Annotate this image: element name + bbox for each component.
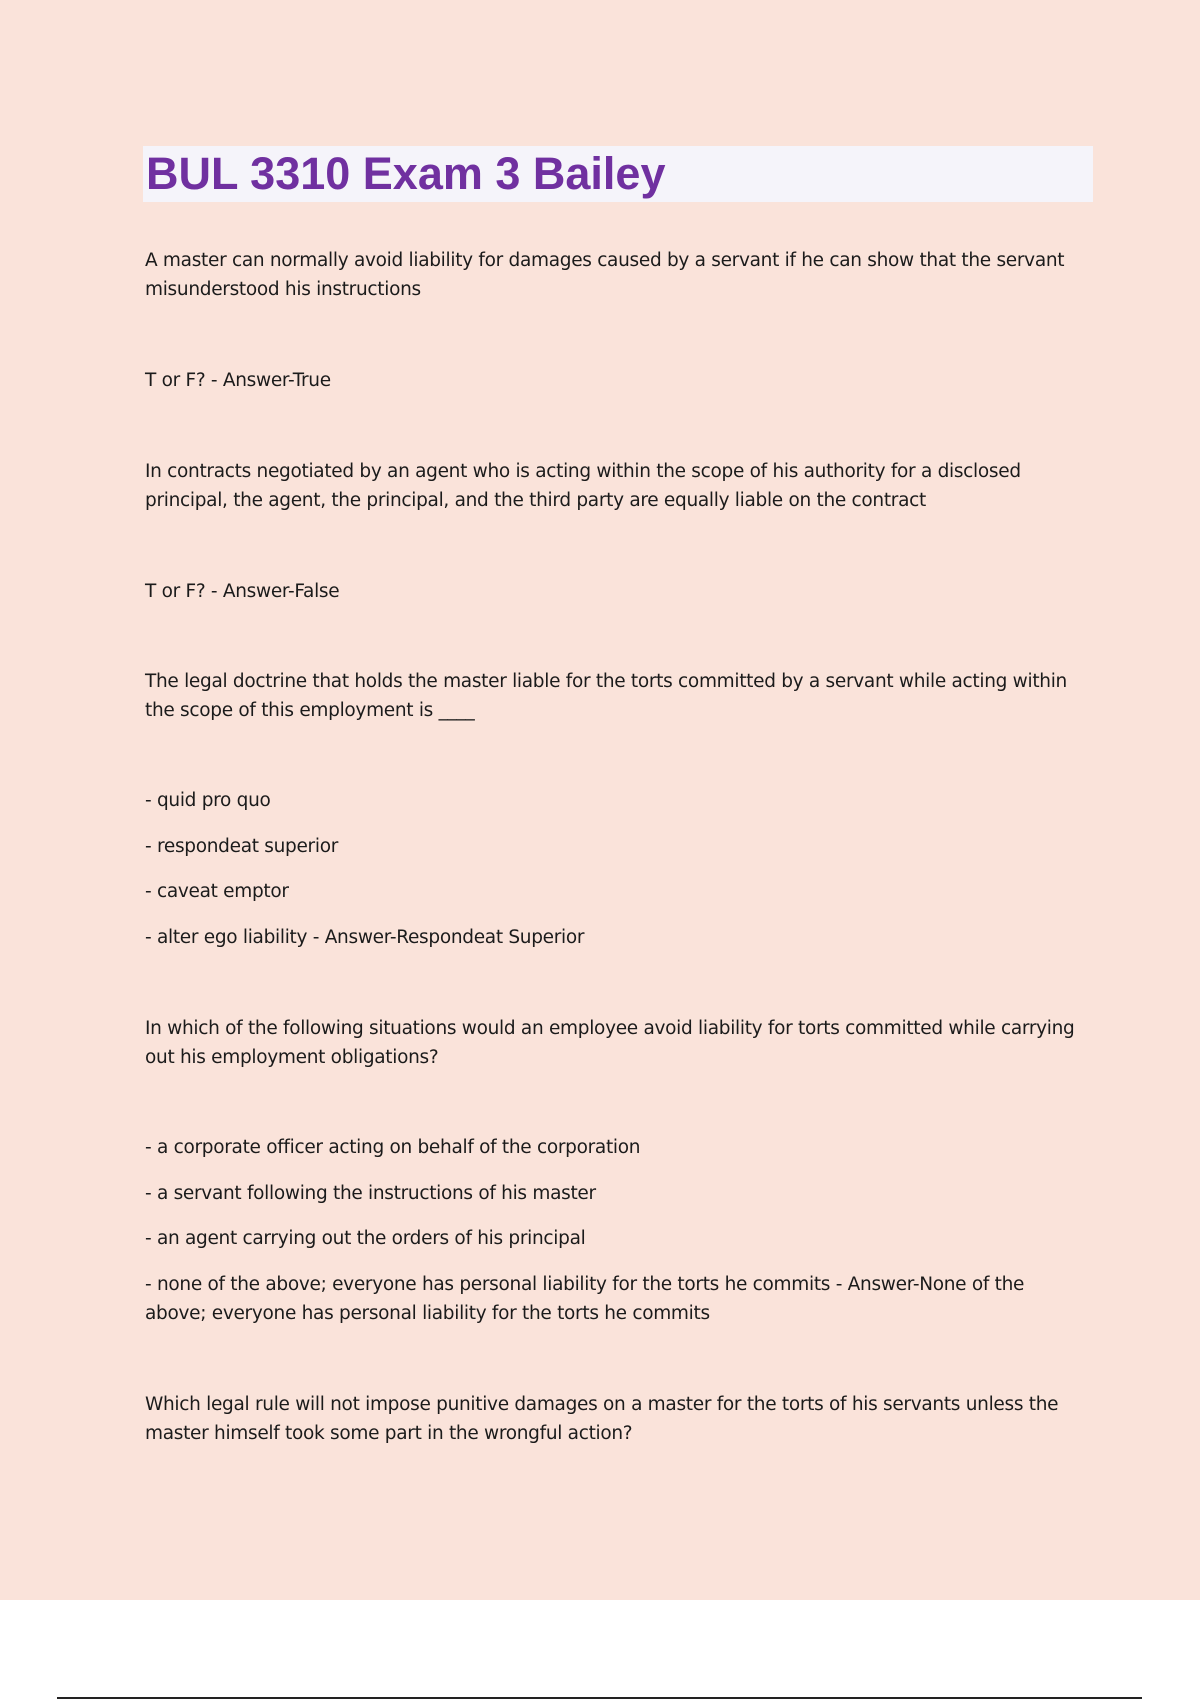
footer-divider (57, 1697, 1142, 1699)
question-4-option: - an agent carrying out the orders of his principal (145, 1228, 586, 1249)
question-1-answer: T or F? - Answer-True (145, 370, 331, 391)
question-4-option-answer: - none of the above; everyone has personal liability for the torts he commits - Answer-None of the above; everyone has personal liability for the torts he commits (145, 1274, 1025, 1324)
question-3-option: - quid pro quo (145, 790, 271, 811)
question-1-text: A master can normally avoid liability for damages caused by a servant if he can show that the servant misunderstood his instructions (145, 250, 1065, 300)
question-3-option: - caveat emptor (145, 881, 289, 902)
question-2-answer: T or F? - Answer-False (145, 581, 340, 602)
question-4-option: - a servant following the instructions of his master (145, 1183, 596, 1204)
document-title: BUL 3310 Exam 3 Bailey (146, 148, 666, 199)
question-4-option: - a corporate officer acting on behalf of the corporation (145, 1137, 641, 1158)
question-4-text: In which of the following situations would an employee avoid liability for torts committed while carrying out his employment obligations? (145, 1018, 1075, 1068)
question-3-option-answer: - alter ego liability - Answer-Respondeat Superior (145, 927, 585, 948)
question-3-option: - respondeat superior (145, 836, 339, 857)
question-3-text: The legal doctrine that holds the master liable for the torts committed by a servant while acting within the scope of this employment is ____ (145, 671, 1067, 721)
question-5-text: Which legal rule will not impose punitive damages on a master for the torts of his servants unless the master himself took some part in the wrongful action? (145, 1394, 1059, 1444)
question-2-text: In contracts negotiated by an agent who is acting within the scope of his authority for a disclosed principal, the agent, the principal, and the third party are equally liable on the contract (145, 461, 1021, 511)
